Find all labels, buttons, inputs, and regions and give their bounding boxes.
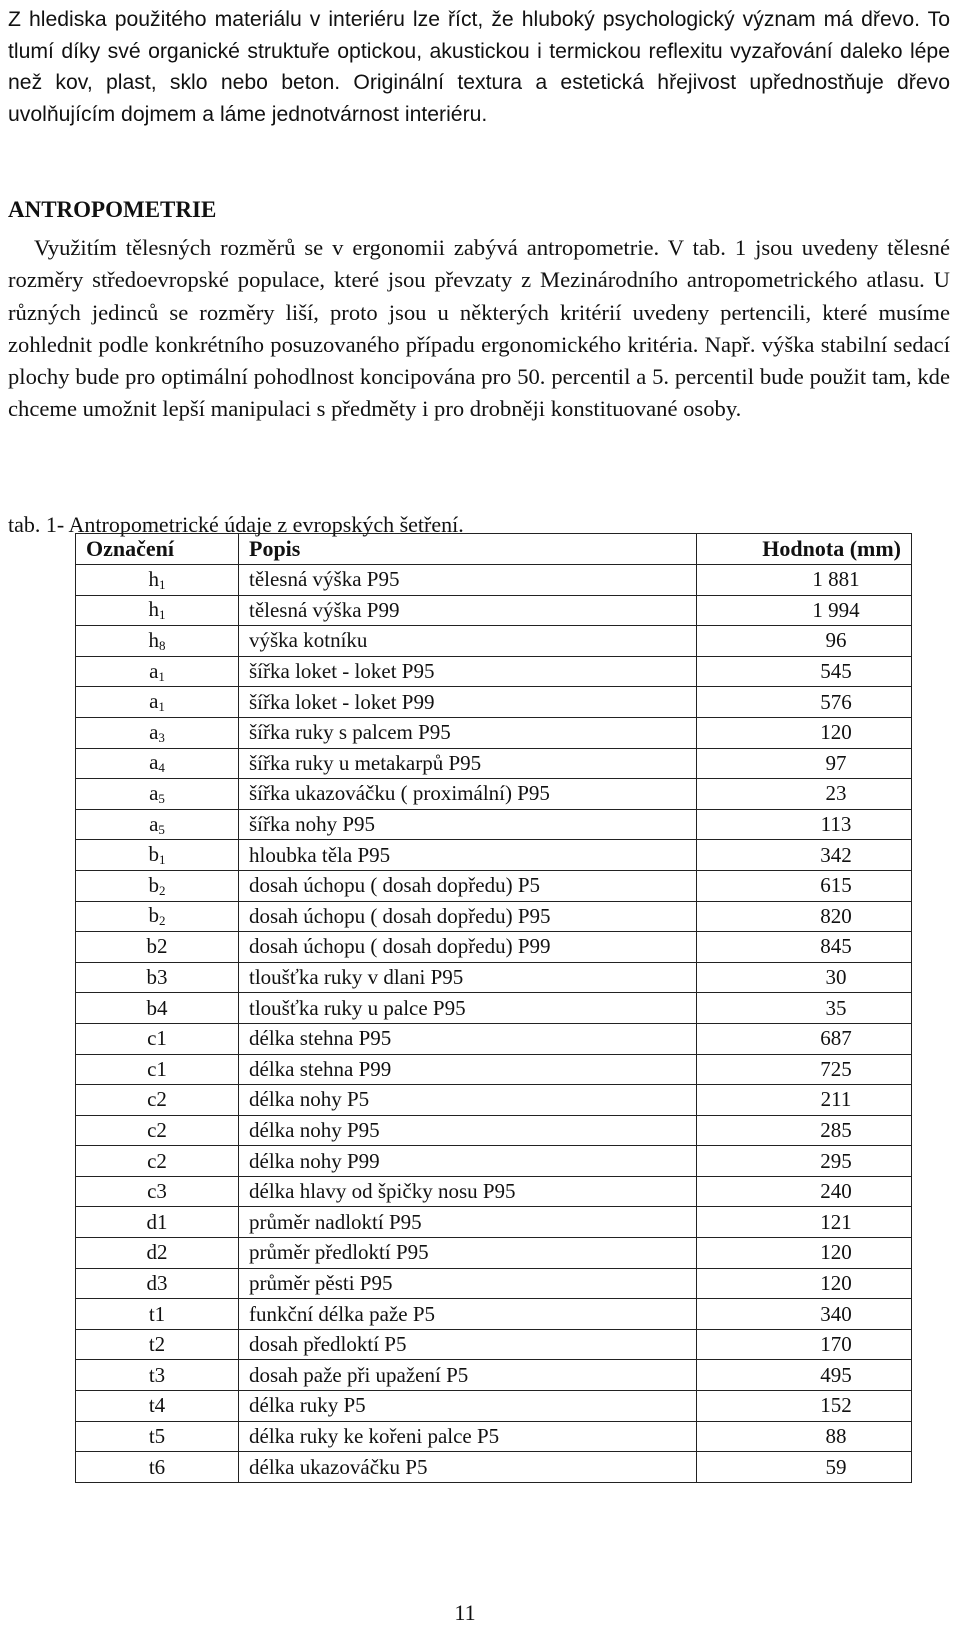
cell-code bbox=[76, 1115, 239, 1146]
table-row bbox=[76, 1268, 912, 1299]
table-header-row bbox=[76, 534, 912, 565]
code-main: t3 bbox=[148, 1362, 166, 1387]
cell-value bbox=[697, 1238, 912, 1269]
cell-code bbox=[76, 993, 239, 1024]
cell-value bbox=[697, 1329, 912, 1360]
value-text: 295 bbox=[820, 1148, 852, 1173]
cell-description: dosah předloktí P5 bbox=[239, 1329, 697, 1360]
value-text: 340 bbox=[820, 1301, 852, 1326]
cell-value bbox=[697, 1054, 912, 1085]
intro-paragraph: Z hlediska použitého materiálu v interiéru lze říct, že hluboký psychologický význam má dřevo. To tlumí díky své organické struktuře optickou, akustickou i termickou reflexitu vyzařování daleko lépe než kov, plast, sklo nebo beton. Originální textura a estetická hřejivost upřednostňuje dřevo uvolňujícím dojmem a láme jednotvárnost interiéru. bbox=[8, 8, 950, 126]
table-row bbox=[76, 1329, 912, 1360]
cell-code bbox=[76, 1146, 239, 1177]
table-row bbox=[76, 1360, 912, 1391]
cell-code bbox=[76, 932, 239, 963]
code-subscript: 2 bbox=[159, 882, 166, 898]
cell-code bbox=[76, 901, 239, 932]
code-main: a bbox=[149, 780, 159, 805]
code-main: c1 bbox=[147, 1056, 167, 1081]
table-row bbox=[76, 687, 912, 718]
anthropometric-table bbox=[75, 533, 912, 1483]
cell-code bbox=[76, 1085, 239, 1116]
table-row bbox=[76, 656, 912, 687]
cell-description: tloušťka ruky v dlani P95 bbox=[239, 962, 697, 993]
code-main: c2 bbox=[147, 1148, 167, 1173]
cell-description: výška kotníku bbox=[239, 626, 697, 657]
cell-description: délka nohy P99 bbox=[239, 1146, 697, 1177]
cell-description: průměr pěsti P95 bbox=[239, 1268, 697, 1299]
cell-description: délka nohy P5 bbox=[239, 1085, 697, 1116]
cell-code bbox=[76, 687, 239, 718]
cell-value bbox=[697, 840, 912, 871]
value-text: 35 bbox=[825, 995, 847, 1020]
code-main: t6 bbox=[148, 1454, 166, 1479]
cell-description: šířka nohy P95 bbox=[239, 809, 697, 840]
cell-code bbox=[76, 1054, 239, 1085]
code-subscript: 1 bbox=[159, 852, 166, 868]
code-main: d1 bbox=[146, 1209, 168, 1234]
code-subscript: 1 bbox=[159, 607, 166, 623]
code-subscript: 1 bbox=[158, 699, 165, 715]
table-row bbox=[76, 1421, 912, 1452]
table-row bbox=[76, 870, 912, 901]
code-subscript: 1 bbox=[159, 576, 166, 592]
code-subscript: 8 bbox=[159, 637, 166, 653]
table-row bbox=[76, 1176, 912, 1207]
cell-value bbox=[697, 932, 912, 963]
table-row bbox=[76, 717, 912, 748]
table-row bbox=[76, 1299, 912, 1330]
cell-description: dosah paže při upažení P5 bbox=[239, 1360, 697, 1391]
code-main: t1 bbox=[148, 1301, 166, 1326]
cell-code bbox=[76, 1176, 239, 1207]
cell-value bbox=[697, 565, 912, 596]
code-subscript: 5 bbox=[158, 821, 165, 837]
cell-description: funkční délka paže P5 bbox=[239, 1299, 697, 1330]
cell-code bbox=[76, 565, 239, 596]
table-row bbox=[76, 962, 912, 993]
value-text: 615 bbox=[820, 873, 852, 898]
cell-value bbox=[697, 1207, 912, 1238]
table-row bbox=[76, 1238, 912, 1269]
table-row bbox=[76, 840, 912, 871]
cell-code bbox=[76, 656, 239, 687]
cell-description: délka stehna P95 bbox=[239, 1023, 697, 1054]
value-text: 113 bbox=[820, 812, 852, 837]
header-code: Označení bbox=[76, 534, 239, 565]
code-main: a bbox=[149, 750, 159, 775]
cell-code bbox=[76, 962, 239, 993]
cell-code bbox=[76, 1329, 239, 1360]
cell-value bbox=[697, 595, 912, 626]
cell-value bbox=[697, 901, 912, 932]
table-row bbox=[76, 932, 912, 963]
table-row bbox=[76, 1452, 912, 1483]
cell-value bbox=[697, 1391, 912, 1422]
table-row bbox=[76, 1391, 912, 1422]
cell-description: šířka ukazováčku ( proximální) P95 bbox=[239, 779, 697, 810]
value-text: 845 bbox=[820, 934, 852, 959]
cell-description: délka nohy P95 bbox=[239, 1115, 697, 1146]
code-main: h bbox=[148, 566, 159, 591]
value-text: 23 bbox=[825, 781, 847, 806]
cell-value bbox=[697, 1115, 912, 1146]
code-main: b bbox=[148, 842, 159, 867]
cell-value bbox=[697, 626, 912, 657]
table-row bbox=[76, 1207, 912, 1238]
cell-value bbox=[697, 748, 912, 779]
cell-code bbox=[76, 1452, 239, 1483]
cell-code bbox=[76, 870, 239, 901]
table-row bbox=[76, 1115, 912, 1146]
cell-description: délka ruky P5 bbox=[239, 1391, 697, 1422]
code-main: a bbox=[149, 689, 159, 714]
table-body bbox=[76, 565, 912, 1483]
cell-value bbox=[697, 809, 912, 840]
value-text: 820 bbox=[820, 903, 852, 928]
value-text: 30 bbox=[825, 965, 847, 990]
code-subscript: 5 bbox=[158, 790, 165, 806]
cell-value bbox=[697, 1299, 912, 1330]
cell-code bbox=[76, 1360, 239, 1391]
cell-value bbox=[697, 1085, 912, 1116]
value-text: 725 bbox=[820, 1056, 852, 1081]
table-caption: tab. 1- Antropometrické údaje z evropských šetření. bbox=[8, 512, 464, 537]
value-text: 59 bbox=[825, 1454, 847, 1479]
cell-value bbox=[697, 1146, 912, 1177]
code-main: h bbox=[148, 597, 159, 622]
cell-code bbox=[76, 626, 239, 657]
value-text: 211 bbox=[820, 1087, 852, 1112]
value-text: 120 bbox=[820, 720, 852, 745]
code-subscript: 2 bbox=[159, 913, 166, 929]
cell-code bbox=[76, 1023, 239, 1054]
cell-value bbox=[697, 962, 912, 993]
cell-code bbox=[76, 717, 239, 748]
table-row bbox=[76, 1054, 912, 1085]
cell-code bbox=[76, 1207, 239, 1238]
code-main: b3 bbox=[146, 965, 168, 990]
cell-description: délka stehna P99 bbox=[239, 1054, 697, 1085]
code-main: c1 bbox=[147, 1026, 167, 1051]
table-row bbox=[76, 809, 912, 840]
code-main: t4 bbox=[148, 1393, 166, 1418]
cell-code bbox=[76, 1268, 239, 1299]
cell-description: hloubka těla P95 bbox=[239, 840, 697, 871]
value-text: 96 bbox=[825, 628, 847, 653]
cell-code bbox=[76, 1391, 239, 1422]
cell-code bbox=[76, 809, 239, 840]
code-main: a bbox=[149, 658, 159, 683]
value-text: 120 bbox=[820, 1270, 852, 1295]
table-row bbox=[76, 1023, 912, 1054]
cell-value bbox=[697, 687, 912, 718]
cell-description: dosah úchopu ( dosah dopředu) P95 bbox=[239, 901, 697, 932]
table-row bbox=[76, 595, 912, 626]
cell-description: šířka loket - loket P99 bbox=[239, 687, 697, 718]
table-row bbox=[76, 901, 912, 932]
value-text: 1 994 bbox=[812, 597, 860, 622]
code-main: b bbox=[148, 903, 159, 928]
code-main: b bbox=[148, 872, 159, 897]
cell-value bbox=[697, 1268, 912, 1299]
cell-description: průměr předloktí P95 bbox=[239, 1238, 697, 1269]
value-text: 687 bbox=[820, 1026, 852, 1051]
table-row bbox=[76, 748, 912, 779]
cell-value bbox=[697, 870, 912, 901]
cell-code bbox=[76, 595, 239, 626]
value-text: 97 bbox=[825, 750, 847, 775]
code-main: a bbox=[149, 719, 159, 744]
code-main: t5 bbox=[148, 1423, 166, 1448]
cell-description: tloušťka ruky u palce P95 bbox=[239, 993, 697, 1024]
code-main: h bbox=[148, 627, 159, 652]
value-text: 1 881 bbox=[812, 567, 860, 592]
code-main: c2 bbox=[147, 1117, 167, 1142]
value-text: 342 bbox=[820, 842, 852, 867]
cell-description: délka hlavy od špičky nosu P95 bbox=[239, 1176, 697, 1207]
code-subscript: 1 bbox=[158, 668, 165, 684]
code-subscript: 4 bbox=[158, 760, 165, 776]
cell-code bbox=[76, 1299, 239, 1330]
table-row bbox=[76, 993, 912, 1024]
value-text: 545 bbox=[820, 659, 852, 684]
table-row bbox=[76, 779, 912, 810]
code-main: c3 bbox=[147, 1179, 167, 1204]
code-main: d3 bbox=[146, 1270, 168, 1295]
cell-value bbox=[697, 1176, 912, 1207]
cell-value bbox=[697, 717, 912, 748]
cell-code bbox=[76, 779, 239, 810]
code-main: d2 bbox=[146, 1240, 168, 1265]
table-row bbox=[76, 565, 912, 596]
value-text: 170 bbox=[820, 1332, 852, 1357]
value-text: 495 bbox=[820, 1362, 852, 1387]
code-main: c2 bbox=[147, 1087, 167, 1112]
cell-description: šířka ruky s palcem P95 bbox=[239, 717, 697, 748]
cell-code bbox=[76, 1238, 239, 1269]
cell-value bbox=[697, 1023, 912, 1054]
header-description: Popis bbox=[239, 534, 697, 565]
value-text: 240 bbox=[820, 1179, 852, 1204]
cell-code bbox=[76, 748, 239, 779]
cell-description: dosah úchopu ( dosah dopředu) P5 bbox=[239, 870, 697, 901]
section-paragraph: Využitím tělesných rozměrů se v ergonomii zabývá antropometrie. V tab. 1 jsou uvedeny tělesné rozměry středoevropské populace, které jsou převzaty z Mezinárodního antropometrického atlasu. U různých jedinců se rozměry liší, proto jsou u některých kritérií uvedeny pertencili, které musíme zohlednit podle konkrétního posuzovaného případu ergonomického kritéria. Např. výška stabilní sedací plochy bude pro optimální pohodlnost koncipována pro 50. percentil a 5. percentil bude použit tam, kde chceme umožnit lepší manipulaci s předměty i pro drobněji konstituované osoby. bbox=[8, 235, 950, 422]
cell-description: tělesná výška P95 bbox=[239, 565, 697, 596]
code-subscript: 3 bbox=[158, 729, 165, 745]
page-number: 11 bbox=[454, 1600, 476, 1625]
cell-description: průměr nadloktí P95 bbox=[239, 1207, 697, 1238]
section-heading: ANTROPOMETRIE bbox=[8, 197, 217, 222]
value-text: 576 bbox=[820, 689, 852, 714]
code-main: t2 bbox=[148, 1332, 166, 1357]
value-text: 152 bbox=[820, 1393, 852, 1418]
cell-description: dosah úchopu ( dosah dopředu) P99 bbox=[239, 932, 697, 963]
code-main: b2 bbox=[146, 934, 168, 959]
cell-description: šířka ruky u metakarpů P95 bbox=[239, 748, 697, 779]
cell-value bbox=[697, 1421, 912, 1452]
code-main: b4 bbox=[146, 995, 168, 1020]
cell-value bbox=[697, 779, 912, 810]
cell-description: šířka loket - loket P95 bbox=[239, 656, 697, 687]
cell-value bbox=[697, 1452, 912, 1483]
cell-code bbox=[76, 1421, 239, 1452]
cell-value bbox=[697, 1360, 912, 1391]
cell-value bbox=[697, 656, 912, 687]
cell-code bbox=[76, 840, 239, 871]
cell-value bbox=[697, 993, 912, 1024]
cell-description: délka ruky ke kořeni palce P5 bbox=[239, 1421, 697, 1452]
value-text: 285 bbox=[820, 1117, 852, 1142]
table-row bbox=[76, 1085, 912, 1116]
code-main: a bbox=[149, 811, 159, 836]
cell-description: tělesná výška P99 bbox=[239, 595, 697, 626]
value-text: 121 bbox=[820, 1209, 852, 1234]
header-value: Hodnota (mm) bbox=[697, 534, 912, 565]
cell-description: délka ukazováčku P5 bbox=[239, 1452, 697, 1483]
table-row bbox=[76, 1146, 912, 1177]
value-text: 120 bbox=[820, 1240, 852, 1265]
value-text: 88 bbox=[825, 1423, 847, 1448]
table-row bbox=[76, 626, 912, 657]
